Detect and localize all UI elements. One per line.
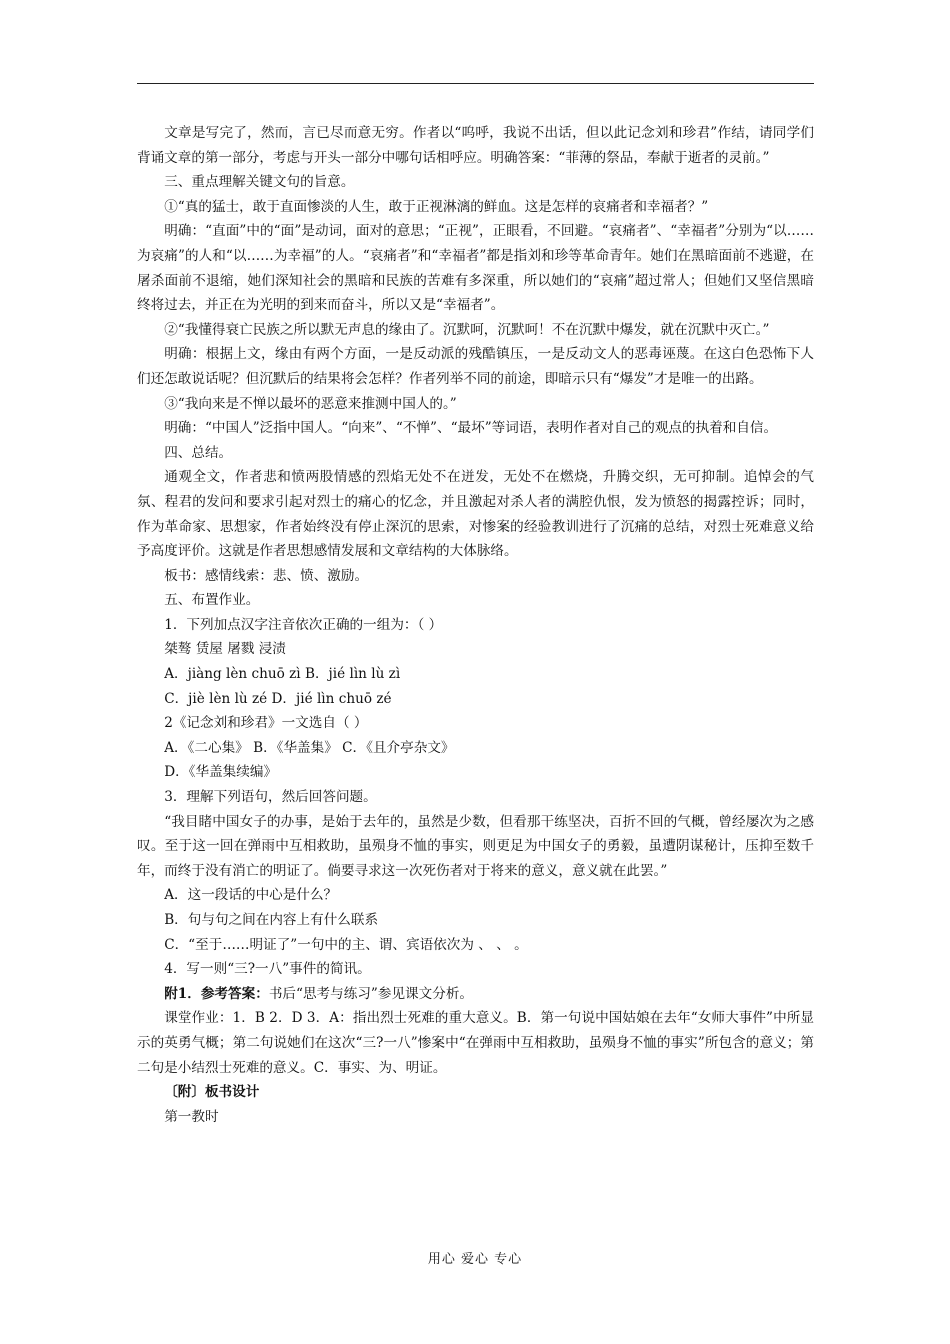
appendix-text: 书后“思考与练习”参见课文分析。	[268, 985, 474, 1002]
section-heading: 四、总结。	[164, 444, 233, 461]
first-lesson-label: 第一教时	[164, 1108, 219, 1125]
paragraph: 明确：根据上文，缘由有两个方面，一是反动派的残酷镇压，一是反动文人的恶毒诬蔑。在这白色恐怖下人们还怎敢说话呢？但沉默后的结果将会怎样？作者列举不同的前途，即暗示只有“爆发”才是唯一的出路。	[137, 346, 814, 387]
key-quote: ①“真的猛士，敢于直面惨淡的人生，敢于正视淋漓的鲜血。这是怎样的哀痛者和幸福者？”	[164, 198, 709, 215]
exercise-options: C．jiè lèn lù zé D．jié lìn chuō zé	[164, 690, 392, 707]
exercise-quote: “我目睹中国女子的办事，是始于去年的，虽然是少数，但看那干练坚决，百折不回的气概，曾经屡次为之感叹。至于这一回在弹雨中互相救助，虽殒身不恤的事实，则更足为中国女子的勇毅，虽遭阴谋秘计，压抑至数千年，而终于没有消亡的明证了。倘要寻求这一次死伤者对于将来的意义，意义就在此罢。”	[137, 813, 814, 879]
key-quote: ②“我懂得衰亡民族之所以默无声息的缘由了。沉默呵，沉默呵！不在沉默中爆发，就在沉默中灭亡。”	[164, 321, 770, 338]
key-quote: ③“我向来是不惮以最坏的恶意来推测中国人的。”	[164, 395, 457, 412]
exercise-question: 2《记念刘和珍君》一文选自（ ）	[164, 715, 368, 732]
exercise-line: C．“至于……明证了”一句中的主、谓、宾语依次为 、 、 。	[164, 936, 528, 953]
exercise-line: A．这一段话的中心是什么？	[164, 887, 338, 904]
appendix-label: 附1．参考答案：	[164, 985, 269, 1002]
exercise-options: A．jiàng lèn chuō zì B．jié lìn lù zì	[164, 666, 401, 683]
exercise-line: B．句与句之间在内容上有什么联系	[164, 912, 379, 928]
section-heading: 五、布置作业。	[164, 592, 260, 609]
exercise-question: 4．写一则“三?一八”事件的简讯。	[164, 961, 371, 978]
board-design-heading: 〔附〕板书设计	[164, 1084, 260, 1101]
document-body	[137, 121, 814, 1129]
paragraph: 文章是写完了，然而，言已尽而意无穷。作者以“呜呼，我说不出话，但以此记念刘和珍君”作结，请同学们背诵文章的第一部分，考虑与开头一部分中哪句话相呼应。明确答案：“菲薄的祭品，奉献于逝者的灵前。”	[137, 125, 814, 166]
section-heading: 三、重点理解关键文句的旨意。	[164, 174, 355, 191]
paragraph: 通观全文，作者悲和愤两股情感的烈焰无处不在迸发，无处不在燃烧，升腾交织，无可抑制。追悼会的气氛、程君的发问和要求引起对烈士的痛心的忆念，并且激起对杀人者的满腔仇恨，发为愤怒的揭露控诉；同时，作为革命家、思想家，作者始终没有停止深沉的思索，对惨案的经验教训进行了沉痛的总结，对烈士死难意义给予高度评价。这就是作者思想感情发展和文章结构的大体脉络。	[137, 469, 814, 560]
exercise-question: 3．理解下列语句，然后回答问题。	[164, 789, 377, 806]
exercise-options: A．《二心集》 B．《华盖集》 C．《且介亭杂文》	[164, 739, 455, 756]
paragraph: 明确：“中国人”泛指中国人。“向来”、“不惮”、“最坏”等词语，表明作者对自己的观点的执着和自信。	[164, 420, 778, 437]
classwork-answers: 课堂作业：1．B 2．D 3．A：指出烈士死难的重大意义。B．第一句说中国姑娘在去年“女师大事件”中所显示的英勇气概；第二句说她们在这次“三?一八”惨案中“在弹雨中互相救助，虽殒身不恤的事实”所包含的意义；第二句是小结烈士死难的意义。C．事实、为、明证。	[137, 1010, 814, 1076]
exercise-line: 桀骜 赁屋 屠戮 浸渍	[164, 641, 286, 658]
header-rule	[137, 83, 814, 84]
appendix-answers	[137, 982, 814, 1007]
exercise-question: 1．下列加点汉字注音依次正确的一组为：（ ）	[164, 616, 443, 633]
exercise-options: D．《华盖集续编》	[164, 764, 278, 781]
paragraph: 板书：感情线索：悲、愤、激励。	[164, 567, 369, 584]
page-footer: 用心 爱心 专心	[427, 1252, 523, 1267]
paragraph: 明确：“直面”中的“面”是动词，面对的意思；“正视”，正眼看，不回避。“哀痛者”、“幸福者”分别为“以……为哀痛”的人和“以……为幸福”的人。“哀痛者”和“幸福者”都是指刘和珍等革命青年。她们在黑暗面前不逃避，在屠杀面前不退缩，她们深知社会的黑暗和民族的苦难有多深重，所以她们的“哀痛”超过常人；但她们又坚信黑暗终将过去，并正在为光明的到来而奋斗，所以又是“幸福者”。	[137, 223, 814, 314]
